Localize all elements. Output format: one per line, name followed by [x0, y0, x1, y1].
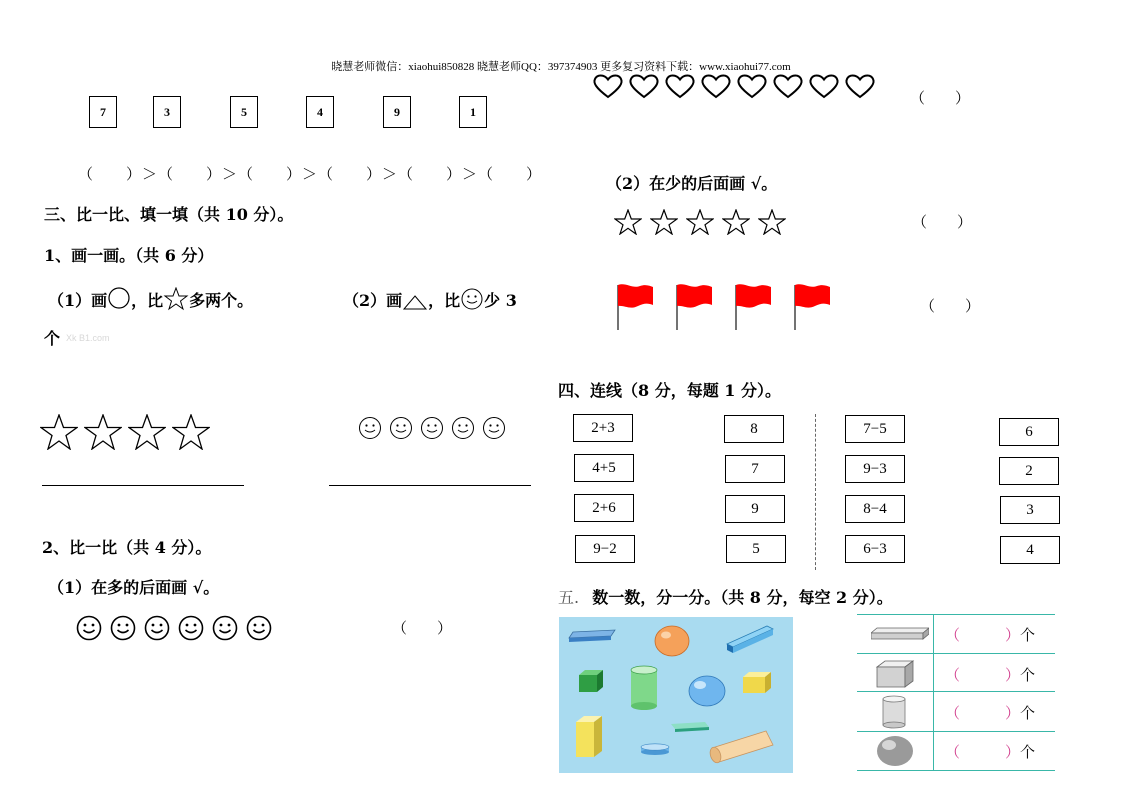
smiley-icon: [482, 416, 506, 440]
expr-box[interactable]: 8−4: [845, 495, 905, 523]
tan-cylinder-shape: [708, 731, 773, 764]
heart-icon: [700, 73, 732, 99]
section-3-title: 三、比一比、填一填（共 10 分）。: [44, 205, 294, 224]
table-border: [857, 614, 1055, 615]
result-box[interactable]: 7: [725, 455, 785, 483]
section-5-prefix: 五.: [558, 588, 580, 607]
count-answer[interactable]: （ ）个: [945, 666, 1036, 684]
unit-label: 个: [1020, 704, 1036, 722]
flat-green-cuboid-shape: [671, 722, 709, 732]
q1-part1-text-c: 多两个。: [189, 291, 254, 310]
result-box[interactable]: 6: [999, 418, 1059, 446]
table-border: [857, 653, 1055, 654]
unit-label: 个: [1020, 666, 1036, 684]
flag-row: [616, 283, 831, 331]
section-4-title: 四、连线（8 分，每题 1 分）。: [558, 381, 781, 400]
watermark: Xk B1.com: [66, 333, 110, 343]
heart-icon: [736, 73, 768, 99]
long-cuboid-shape: [727, 626, 773, 653]
heart-icon: [592, 73, 624, 99]
green-cylinder-shape: [631, 666, 657, 710]
answer-line[interactable]: [42, 485, 244, 486]
heart-icon: [772, 73, 804, 99]
cylinder-icon: [881, 695, 909, 729]
q1-title: 1、画一画。（共 6 分）: [44, 246, 214, 265]
answer-paren[interactable]: （ ）: [392, 619, 453, 637]
flag-icon: [616, 283, 654, 331]
answer-paren[interactable]: （ ）: [912, 213, 973, 231]
blue-sphere-shape: [689, 676, 725, 706]
section-5-title-text: 数一数，分一分。（共 8 分，每空 2 分）。: [592, 588, 893, 607]
result-box[interactable]: 2: [999, 457, 1059, 485]
star-icon: [40, 414, 78, 450]
count-table: [857, 614, 1055, 771]
circle-icon: [107, 287, 131, 311]
expr-box[interactable]: 9−3: [845, 455, 905, 483]
answer-paren[interactable]: （ ）: [920, 297, 981, 315]
number-card: 7: [89, 96, 117, 128]
q1-part1: [48, 287, 253, 311]
heart-icon: [664, 73, 696, 99]
count-answer[interactable]: （ ）个: [945, 626, 1036, 644]
smiley-icon: [358, 416, 382, 440]
expr-box[interactable]: 9−2: [575, 535, 635, 563]
smiley-icon: [246, 615, 272, 641]
heart-icon: [808, 73, 840, 99]
yellow-cuboid-shape: [576, 716, 602, 757]
number-card: 9: [383, 96, 411, 128]
page-header: 晓慧老师微信：xiaohui850828 晓慧老师QQ：397374903 更多复习资料下载：www.xiaohui77.com: [331, 61, 791, 73]
star-row-right: [614, 209, 786, 235]
star-icon: [650, 209, 678, 235]
number-card: 1: [459, 96, 487, 128]
count-answer[interactable]: （ ）个: [945, 743, 1036, 761]
smiley-icon: [420, 416, 444, 440]
number-card: 4: [306, 96, 334, 128]
flag-icon: [734, 283, 772, 331]
count-answer[interactable]: （ ）个: [945, 704, 1036, 722]
q1-part2-text-a: （2）画: [343, 291, 403, 310]
smiley-icon: [144, 615, 170, 641]
table-divider: [933, 614, 934, 771]
star-icon: [163, 287, 189, 311]
smiley-icon: [76, 615, 102, 641]
unit-label: 个: [1020, 626, 1036, 644]
table-border: [857, 770, 1055, 771]
star-icon: [686, 209, 714, 235]
result-box[interactable]: 9: [725, 495, 785, 523]
smiley-icon: [178, 615, 204, 641]
green-cube-shape: [579, 670, 603, 692]
answer-paren[interactable]: （ ）: [910, 89, 971, 107]
table-border: [857, 731, 1055, 732]
cuboid-flat-icon: [871, 624, 929, 642]
flat-cuboid-shape: [569, 630, 615, 642]
smiley-icon: [451, 416, 475, 440]
result-box[interactable]: 8: [724, 415, 784, 443]
cube-icon: [875, 659, 915, 689]
sphere-shape: [655, 626, 689, 656]
flag-icon: [793, 283, 831, 331]
expr-box[interactable]: 4+5: [574, 454, 634, 482]
q2-part2: （2）在少的后面画 √。: [606, 174, 778, 193]
sphere-icon: [875, 734, 915, 768]
smiley-icon: [110, 615, 136, 641]
heart-icon: [628, 73, 660, 99]
star-icon: [84, 414, 122, 450]
q1-part2-text-c: 少 3: [484, 291, 517, 310]
heart-icon: [844, 73, 876, 99]
smiley-row-small: [358, 416, 506, 440]
smiley-row-large: [76, 615, 272, 641]
table-border: [857, 691, 1055, 692]
q1-wrap-text: 个: [44, 329, 61, 348]
compare-row[interactable]: （ ）＞（ ）＞（ ）＞（ ）＞（ ）＞（ ）: [78, 165, 543, 183]
star-icon: [722, 209, 750, 235]
answer-line[interactable]: [329, 485, 531, 486]
unit-label: 个: [1020, 743, 1036, 761]
smiley-icon: [389, 416, 413, 440]
section-5-title: [558, 585, 893, 608]
star-row: [40, 414, 210, 450]
number-card: 5: [230, 96, 258, 128]
expr-box[interactable]: 2+6: [574, 494, 634, 522]
q1-part1-text-a: （1）画: [48, 291, 108, 310]
result-box[interactable]: 3: [1000, 496, 1060, 524]
star-icon: [172, 414, 210, 450]
number-card: 3: [153, 96, 181, 128]
shapes-picture: [559, 617, 793, 773]
yellow-cube-shape: [743, 672, 771, 693]
q1-part2: [343, 287, 517, 311]
q1-part2-text-b: ，比: [428, 291, 461, 310]
q2-title: 2、比一比（共 4 分）。: [42, 538, 212, 557]
heart-row: [592, 73, 876, 99]
q1-part1-text-b: ，比: [131, 291, 164, 310]
smiley-icon: [460, 287, 484, 311]
star-icon: [758, 209, 786, 235]
q2-part1: （1）在多的后面画 √。: [48, 578, 220, 597]
expr-box[interactable]: 2+3: [573, 414, 633, 442]
expr-box[interactable]: 6−3: [845, 535, 905, 563]
flat-cylinder-shape: [641, 744, 669, 755]
result-box[interactable]: 4: [1000, 536, 1060, 564]
star-icon: [128, 414, 166, 450]
expr-box[interactable]: 7−5: [845, 415, 905, 443]
result-box[interactable]: 5: [726, 535, 786, 563]
smiley-icon: [212, 615, 238, 641]
column-divider: [815, 414, 816, 570]
flag-icon: [675, 283, 713, 331]
triangle-icon: [402, 293, 428, 311]
star-icon: [614, 209, 642, 235]
